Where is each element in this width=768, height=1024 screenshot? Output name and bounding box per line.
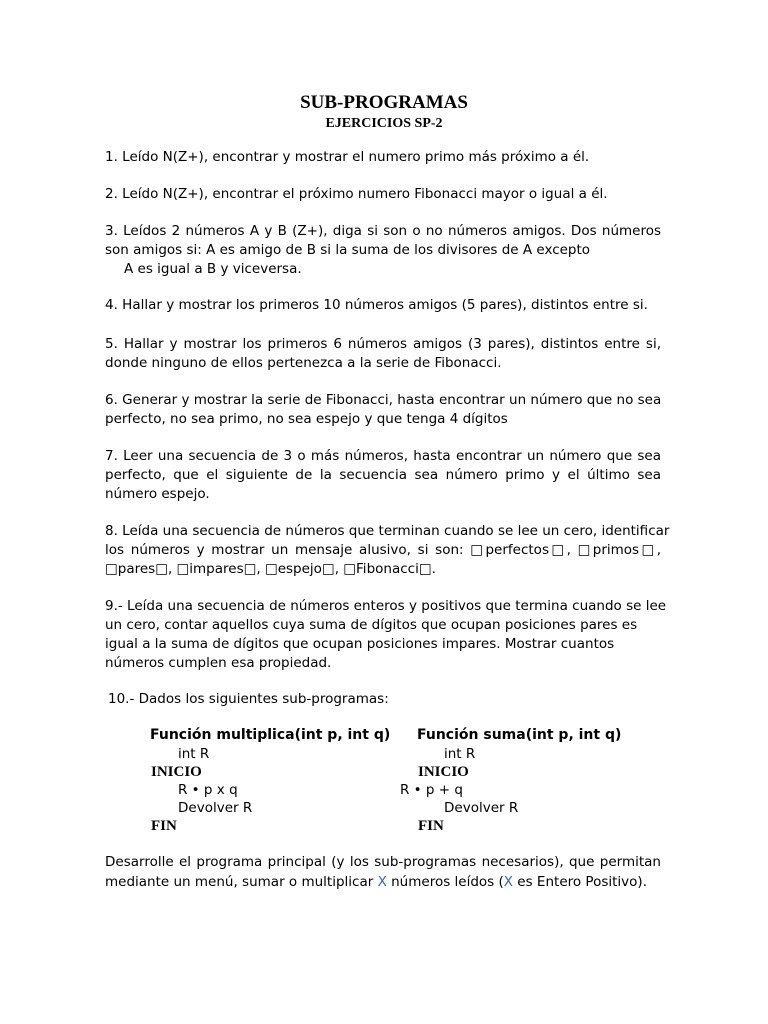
exercise-8-line: los números y mostrar un mensaje alusivo, si son: □perfectos□, □primos□, xyxy=(105,542,661,558)
func-multiplica-inicio: INICIO xyxy=(151,764,202,780)
func-multiplica-assign: R • p x q xyxy=(178,782,238,798)
exercise-9-line: 9.- Leída una secuencia de números enteros y positivos que termina cuando se lee xyxy=(105,598,667,614)
exercise-9 xyxy=(105,597,667,673)
func-suma-inicio: INICIO xyxy=(418,764,469,780)
exercise-7-line: 7. Leer una secuencia de 3 o más números, hasta encontrar un número que sea xyxy=(105,448,661,464)
exercise-1-line: 1. Leído N(Z+), encontrar y mostrar el numero primo más próximo a él. xyxy=(105,149,590,165)
func-suma-header: Función suma(int p, int q) xyxy=(417,727,622,743)
exercise-3-line: A es igual a B y viceversa. xyxy=(124,261,302,277)
exercise-6-line: 6. Generar y mostrar la serie de Fibonacci, hasta encontrar un número que no sea xyxy=(105,392,662,408)
closing-line-2 xyxy=(105,872,661,892)
exercise-5-line: 5. Hallar y mostrar los primeros 6 números amigos (3 pares), distintos entre si, xyxy=(105,336,661,352)
document-subtitle: EJERCICIOS SP-2 xyxy=(325,116,443,131)
exercise-4 xyxy=(105,296,661,315)
func-suma-return: Devolver R xyxy=(444,800,519,816)
closing-line-1: Desarrolle el programa principal (y los sub-programas necesarios), que permitan xyxy=(105,854,661,870)
exercise-3-line: 3. Leídos 2 números A y B (Z+), diga si son o no números amigos. Dos números xyxy=(105,223,661,239)
exercise-6 xyxy=(105,391,661,429)
closing-text: es Entero Positivo). xyxy=(513,874,647,890)
closing-paragraph xyxy=(105,852,661,892)
closing-text: mediante un menú, sumar o multiplicar xyxy=(105,874,378,890)
func-suma-fin: FIN xyxy=(418,818,444,834)
variable-x: X xyxy=(503,874,514,890)
variable-x: X xyxy=(377,874,387,890)
exercise-2 xyxy=(105,185,661,204)
exercise-4-line: 4. Hallar y mostrar los primeros 10 números amigos (5 pares), distintos entre si. xyxy=(105,297,648,313)
exercise-3 xyxy=(105,222,661,279)
exercise-10-intro-line: 10.- Dados los siguientes sub-programas: xyxy=(108,691,389,707)
exercise-7-line: número espejo. xyxy=(105,486,210,502)
exercise-1 xyxy=(105,148,661,167)
func-multiplica-header: Función multiplica(int p, int q) xyxy=(150,727,391,743)
exercise-9-line: igual a la suma de dígitos que ocupan posiciones impares. Mostrar cuantos xyxy=(105,636,615,652)
exercise-9-line: un cero, contar aquellos cuya suma de dígitos que ocupan posiciones pares es xyxy=(105,617,638,633)
exercise-10-intro xyxy=(108,690,664,709)
func-suma-assign: R • p + q xyxy=(400,782,463,798)
func-multiplica-fin: FIN xyxy=(151,818,177,834)
func-multiplica-decl: int R xyxy=(178,746,210,762)
exercise-8-line: □pares□, □impares□, □espejo□, □Fibonacci□. xyxy=(105,561,436,577)
exercise-7 xyxy=(105,447,661,504)
exercise-5-line: donde ninguno de ellos pertenezca a la serie de Fibonacci. xyxy=(105,355,502,371)
func-suma-decl: int R xyxy=(444,746,476,762)
exercise-6-line: perfecto, no sea primo, no sea espejo y que tenga 4 dígitos xyxy=(105,411,508,427)
exercise-9-line: números cumplen esa propiedad. xyxy=(105,655,332,671)
closing-text: números leídos ( xyxy=(386,874,504,890)
exercise-8-line: 8. Leída una secuencia de números que terminan cuando se lee un cero, identificar xyxy=(105,523,670,539)
document-title: SUB-PROGRAMAS xyxy=(300,92,468,113)
exercise-5 xyxy=(105,335,661,373)
exercise-2-line: 2. Leído N(Z+), encontrar el próximo numero Fibonacci mayor o igual a él. xyxy=(105,186,608,202)
exercise-8 xyxy=(105,522,670,579)
func-multiplica-return: Devolver R xyxy=(178,800,253,816)
exercise-7-line: perfecto, que el siguiente de la secuencia sea número primo y el último sea xyxy=(105,467,661,483)
exercise-3-line: son amigos si: A es amigo de B si la suma de los divisores de A excepto xyxy=(105,242,591,258)
